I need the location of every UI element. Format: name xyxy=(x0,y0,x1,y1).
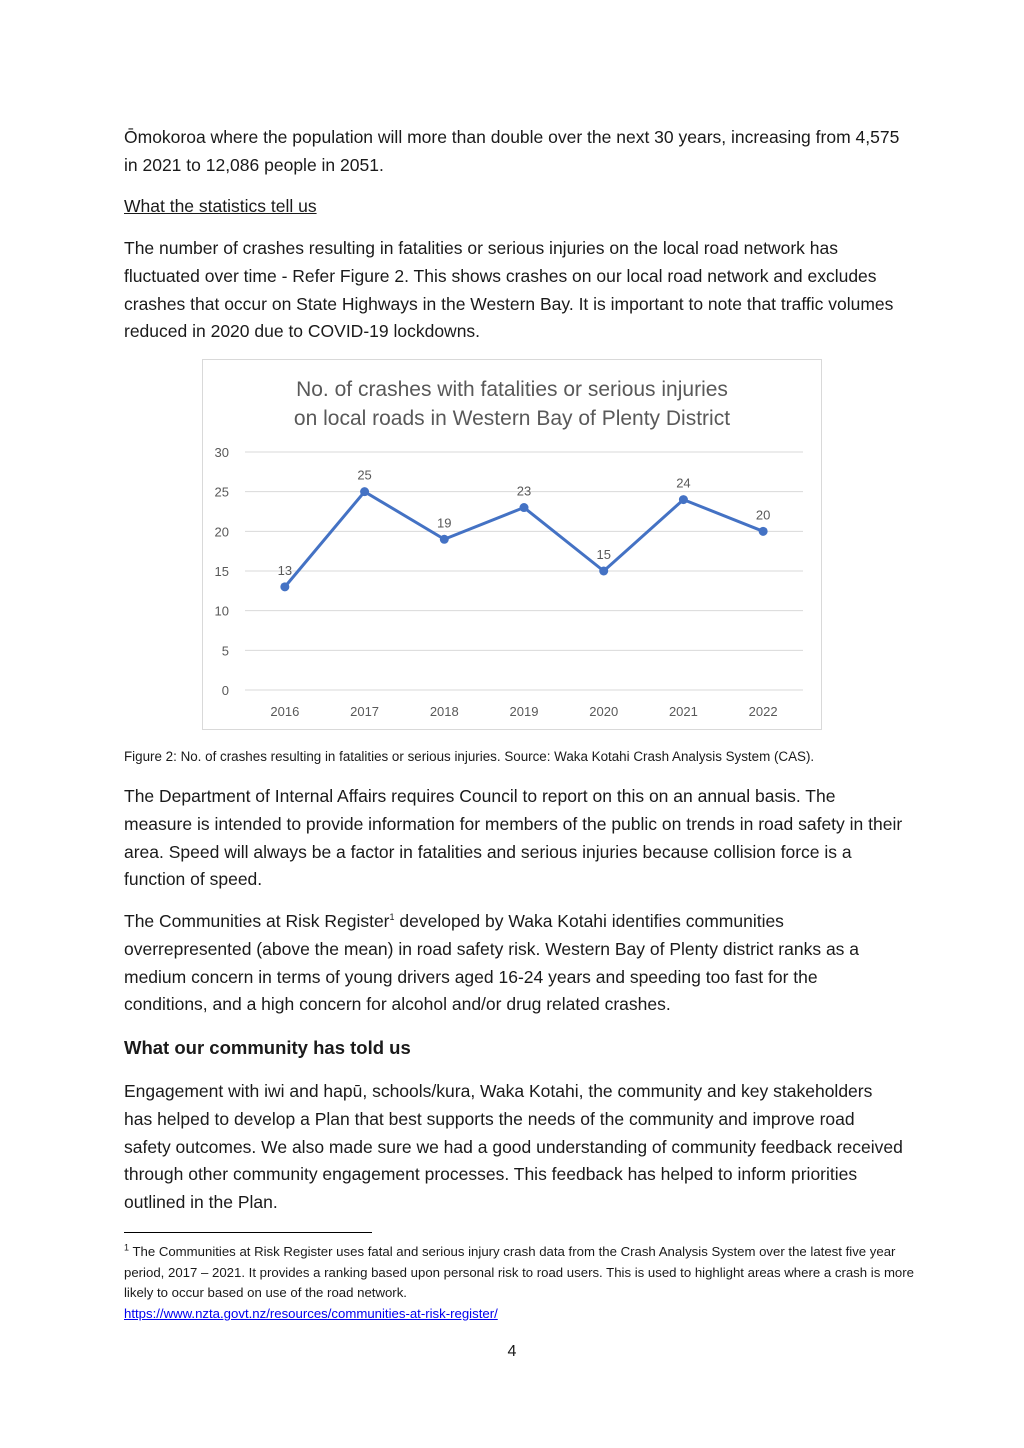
y-tick-label: 10 xyxy=(214,603,229,619)
footnote-ref[interactable]: 1 xyxy=(389,912,395,923)
x-tick-label: 2019 xyxy=(509,704,539,719)
data-label: 19 xyxy=(437,515,452,531)
register-text-a: The Communities at Risk Register xyxy=(124,911,390,931)
y-tick-label: 0 xyxy=(221,683,229,698)
page-number: 4 xyxy=(507,1343,517,1360)
y-tick-label: 5 xyxy=(221,643,229,659)
x-tick-label: 2022 xyxy=(748,704,778,719)
register-text-b: developed by Waka Kotahi identifies communities overrepresented (above the mean) in road safety risk. Western Bay of Plenty district ranks as a medium concern in terms of young drivers aged 16-24 years and speeding too fast for the conditions, and a high concern for alcohol and/or drug related crashes. xyxy=(124,911,860,1015)
community-heading: What our community has told us xyxy=(124,1037,411,1058)
y-tick-label: 15 xyxy=(214,564,229,579)
data-point xyxy=(280,582,289,591)
chart-frame xyxy=(202,359,822,730)
data-point xyxy=(759,527,768,536)
y-tick-label: 25 xyxy=(214,484,229,500)
data-label: 24 xyxy=(676,475,691,491)
data-point xyxy=(679,495,688,504)
data-point xyxy=(440,535,449,544)
paragraph-community: Engagement with iwi and hapū, schools/kura, Waka Kotahi, the community and key stakeholders has helped to develop a Plan that best supports the needs of the community and improve road safety outcomes. We also made sure we had a good understanding of community feedback received through other community engagement processes. This feedback has helped to inform priorities outlined in the Plan. xyxy=(124,1081,903,1213)
crash-line-chart xyxy=(203,360,821,729)
chart-title-line: No. of crashes with fatalities or serious injuries xyxy=(296,378,728,401)
footnote-number: 1 xyxy=(124,1242,130,1253)
data-point xyxy=(360,487,369,496)
data-point xyxy=(520,503,529,512)
paragraph-dia: The Department of Internal Affairs requires Council to report on this on an annual basis. The measure is intended to provide information for members of the public on trends in road safety in their area. Speed will always be a factor in fatalities and serious injuries because collision force is a function of speed. xyxy=(124,786,903,890)
x-tick-label: 2017 xyxy=(350,704,380,719)
data-label: 15 xyxy=(596,547,611,562)
footnote-divider xyxy=(124,1232,372,1233)
footnote-text: The Communities at Risk Register uses fatal and serious injury crash data from the Crash Analysis System over the latest five year period, 2017 – 2021. It provides a ranking based upon personal risk to road users. This is used to highlight areas where a crash is more likely to occur based on use of the road network. xyxy=(124,1244,914,1301)
data-label: 23 xyxy=(516,483,532,499)
data-label: 25 xyxy=(357,467,372,483)
x-tick-label: 2018 xyxy=(429,704,459,719)
footnote xyxy=(124,1242,914,1324)
paragraph-intro: Ōmokoroa where the population will more than double over the next 30 years, increasing from 4,575 in 2021 to 12,086 people in 2051. xyxy=(124,127,900,175)
y-tick-label: 20 xyxy=(214,524,229,540)
chart-title-line: on local roads in Western Bay of Plenty District xyxy=(293,407,731,430)
x-tick-label: 2021 xyxy=(668,704,698,719)
stats-heading: What the statistics tell us xyxy=(124,196,317,216)
data-label: 13 xyxy=(277,562,293,578)
footnote-link[interactable]: https://www.nzta.govt.nz/resources/communities-at-risk-register/ xyxy=(124,1305,498,1321)
paragraph-register xyxy=(124,908,904,1019)
paragraph-stats: The number of crashes resulting in fatalities or serious injuries on the local road network has fluctuated over time - Refer Figure 2. This shows crashes on our local road network and excludes crashes that occur on State Highways in the Western Bay. It is important to note that traffic volumes reduced in 2020 due to COVID-19 lockdowns. xyxy=(124,238,894,342)
y-tick-label: 30 xyxy=(214,445,229,460)
x-tick-label: 2020 xyxy=(589,704,619,719)
x-tick-label: 2016 xyxy=(270,704,300,719)
data-point xyxy=(599,567,608,576)
figure-caption: Figure 2: No. of crashes resulting in fatalities or serious injuries. Source: Waka Kotahi Crash Analysis System (CAS). xyxy=(124,749,815,764)
data-label: 20 xyxy=(755,507,771,523)
